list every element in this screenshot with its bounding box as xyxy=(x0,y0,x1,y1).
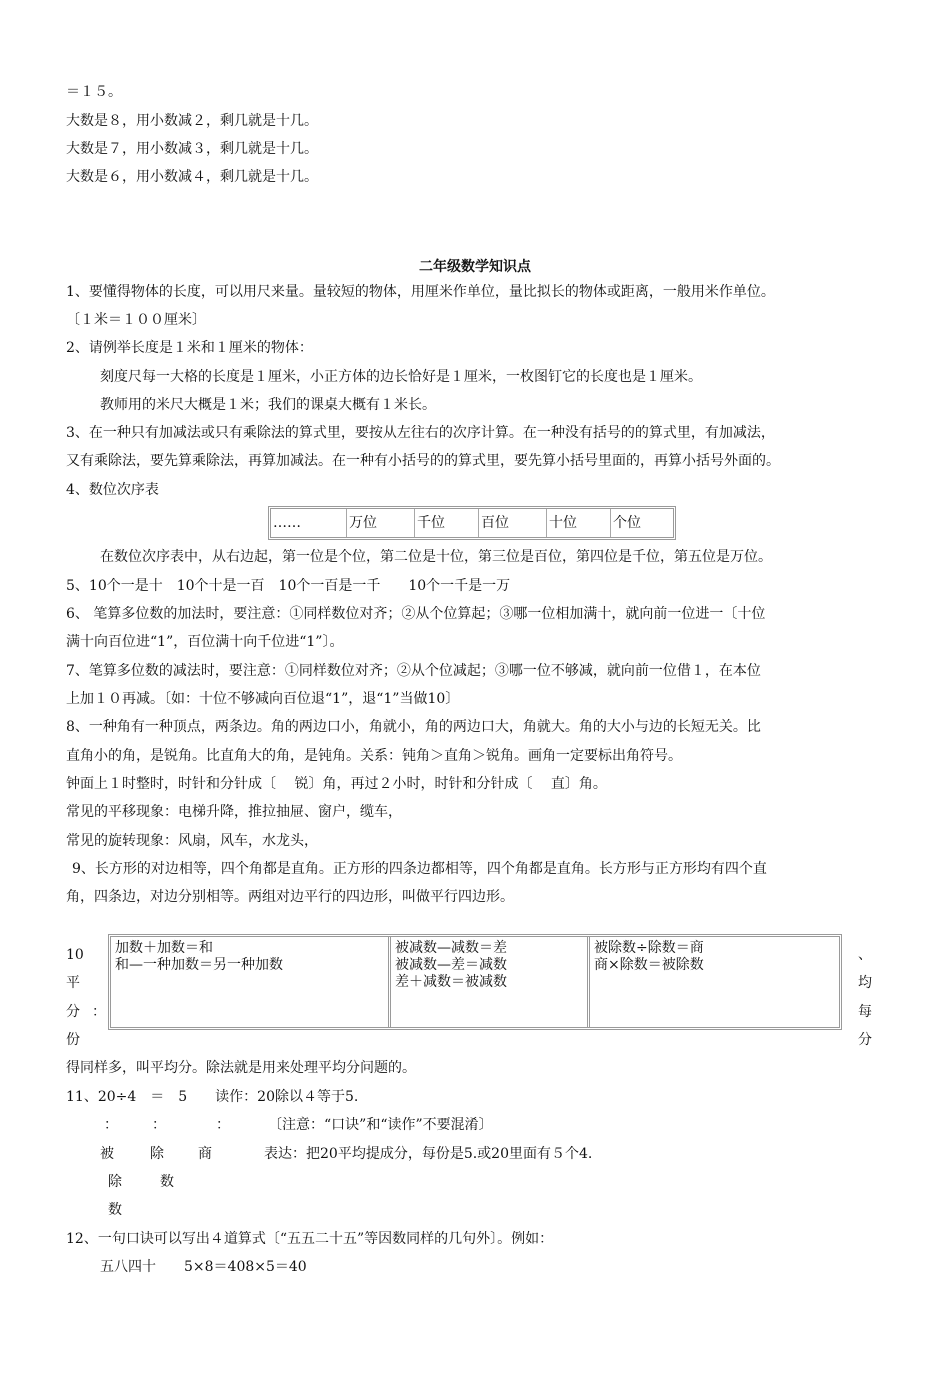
text-fragment: 10 xyxy=(66,947,84,963)
formula-line: 被减数—减数＝差 xyxy=(395,940,507,956)
text-line: 常见的平移现象：电梯升降，推拉抽屉、窗户，缆车， xyxy=(66,804,402,820)
text-line: 3、在一种只有加减法或只有乘除法的算式里，要按从左往右的次序计算。在一种没有括号的的算式里，有加减法， xyxy=(66,425,775,441)
text-line: 钟面上１时整时，时针和分针成〔 锐〕角，再过２小时，时针和分针成〔 直〕角。 xyxy=(66,776,607,792)
text-line: 11、20÷4 ＝ 5 读作：20除以４等于5. xyxy=(66,1089,359,1105)
text-fragment: 表达：把20平均提成分，每份是5.或20里面有５个4. xyxy=(264,1146,593,1162)
text-line: 〔１米＝１００厘米〕 xyxy=(66,312,206,328)
text-fragment: 分 xyxy=(858,1032,872,1048)
text-fragment: 平 xyxy=(66,975,80,991)
text-fragment: ： xyxy=(104,1117,118,1133)
formula-line: 差＋减数＝被减数 xyxy=(395,974,507,990)
text-fragment: 〔注意：“口诀”和“读作”不要混淆〕 xyxy=(268,1117,493,1133)
formula-column-addition xyxy=(111,937,391,1027)
text-fragment: 每 xyxy=(858,1004,872,1020)
table-cell: 千位 xyxy=(415,509,479,537)
text-line: 大数是７，用小数减３，剩几就是十几。 xyxy=(66,141,318,157)
formula-line: 加数＋加数＝和 xyxy=(115,940,213,956)
formula-line: 被除数÷除数＝商 xyxy=(594,940,704,956)
text-fragment: 、 xyxy=(858,947,872,963)
formula-column-division xyxy=(590,937,839,1027)
formula-line: 商×除数＝被除数 xyxy=(594,957,704,973)
text-fragment: ： xyxy=(152,1117,166,1133)
table-cell: 个位 xyxy=(613,515,641,531)
text-fragment: 份 xyxy=(66,1032,80,1048)
text-line: 2、请例举长度是１米和１厘米的物体： xyxy=(66,340,313,356)
formula-table xyxy=(108,934,842,1030)
text-line: 刻度尺每一大格的长度是１厘米，小正方体的边长恰好是１厘米，一枚图钉它的长度也是１厘米。 xyxy=(100,369,702,385)
text-line: 8、一种角有一种顶点，两条边。角的两边口小，角就小，角的两边口大，角就大。角的大小与边的长短无关。比 xyxy=(66,719,761,735)
text-line: 又有乘除法，要先算乘除法，再算加减法。在一种有小括号的的算式里，要先算小括号里面的，再算小括号外面的。 xyxy=(66,453,780,469)
text-fragment: ： xyxy=(216,1117,230,1133)
page-title: 二年级数学知识点 xyxy=(419,259,531,275)
text-line: 1、要懂得物体的长度，可以用尺来量。量较短的物体，用厘米作单位，量比拟长的物体或距离，一般用米作单位。 xyxy=(66,284,775,300)
table-cell: 十位 xyxy=(547,509,611,537)
text-line: 9、长方形的对边相等，四个角都是直角。正方形的四条边都相等，四个角都是直角。长方形与正方形均有四个直 xyxy=(72,861,767,877)
formula-line: 被减数—差＝减数 xyxy=(395,957,507,973)
table-cell: 百位 xyxy=(479,509,547,537)
text-line: 直角小的角，是锐角。比直角大的角，是钝角。关系：钝角＞直角＞锐角。画角一定要标出角符号。 xyxy=(66,748,682,764)
text-line: ＝１５。 xyxy=(66,84,122,100)
text-fragment: 数 xyxy=(108,1202,122,1218)
table-cell: 万位 xyxy=(347,509,415,537)
text-fragment: 除 xyxy=(108,1174,122,1190)
text-fragment: 分 xyxy=(66,1004,80,1020)
text-line: 五八四十 5×8＝408×5＝40 xyxy=(100,1259,307,1275)
text-line: 12、一句口诀可以写出４道算式〔“五五二十五”等因数同样的几句外〕。例如： xyxy=(66,1231,554,1247)
text-line: 大数是８，用小数减２，剩几就是十几。 xyxy=(66,113,318,129)
formula-column-subtraction xyxy=(391,937,590,1027)
text-line: 教师用的米尺大概是１米；我们的课桌大概有１米长。 xyxy=(100,397,436,413)
text-line: 角，四条边，对边分别相等。两组对边平行的四边形，叫做平行四边形。 xyxy=(66,889,514,905)
formula-line: 和—一种加数＝另一种加数 xyxy=(115,957,283,973)
text-line: 4、数位次序表 xyxy=(66,482,159,498)
text-line: 常见的旋转现象：风扇，风车，水龙头， xyxy=(66,833,318,849)
text-fragment: 除 xyxy=(150,1146,164,1162)
text-fragment: 数 xyxy=(160,1174,174,1190)
text-fragment: 被 xyxy=(100,1146,114,1162)
text-line: 得同样多，叫平均分。除法就是用来处理平均分问题的。 xyxy=(66,1060,416,1076)
text-fragment: ： xyxy=(92,1004,106,1020)
text-line: 大数是６，用小数减４，剩几就是十几。 xyxy=(66,169,318,185)
text-line: 6、 笔算多位数的加法时，要注意：①同样数位对齐；②从个位算起；③哪一位相加满十，就向前一位进一〔十位 xyxy=(66,606,766,622)
text-line: 满十向百位进“1”，百位满十向千位进“1”〕。 xyxy=(66,634,344,650)
place-value-table xyxy=(268,506,676,540)
text-fragment: 均 xyxy=(858,975,872,991)
table-cell: …… xyxy=(271,509,347,537)
text-line: 7、笔算多位数的减法时，要注意：①同样数位对齐；②从个位减起；③哪一位不够减，就向前一位借１，在本位 xyxy=(66,663,761,679)
text-line: 在数位次序表中，从右边起，第一位是个位，第二位是十位，第三位是百位，第四位是千位，第五位是万位。 xyxy=(100,549,772,565)
text-line: 5、10个一是十 10个十是一百 10个一百是一千 10个一千是一万 xyxy=(66,578,511,594)
text-fragment: 商 xyxy=(198,1146,212,1162)
text-line: 上加１０再减。〔如：十位不够减向百位退“1”，退“1”当做10〕 xyxy=(66,691,460,707)
